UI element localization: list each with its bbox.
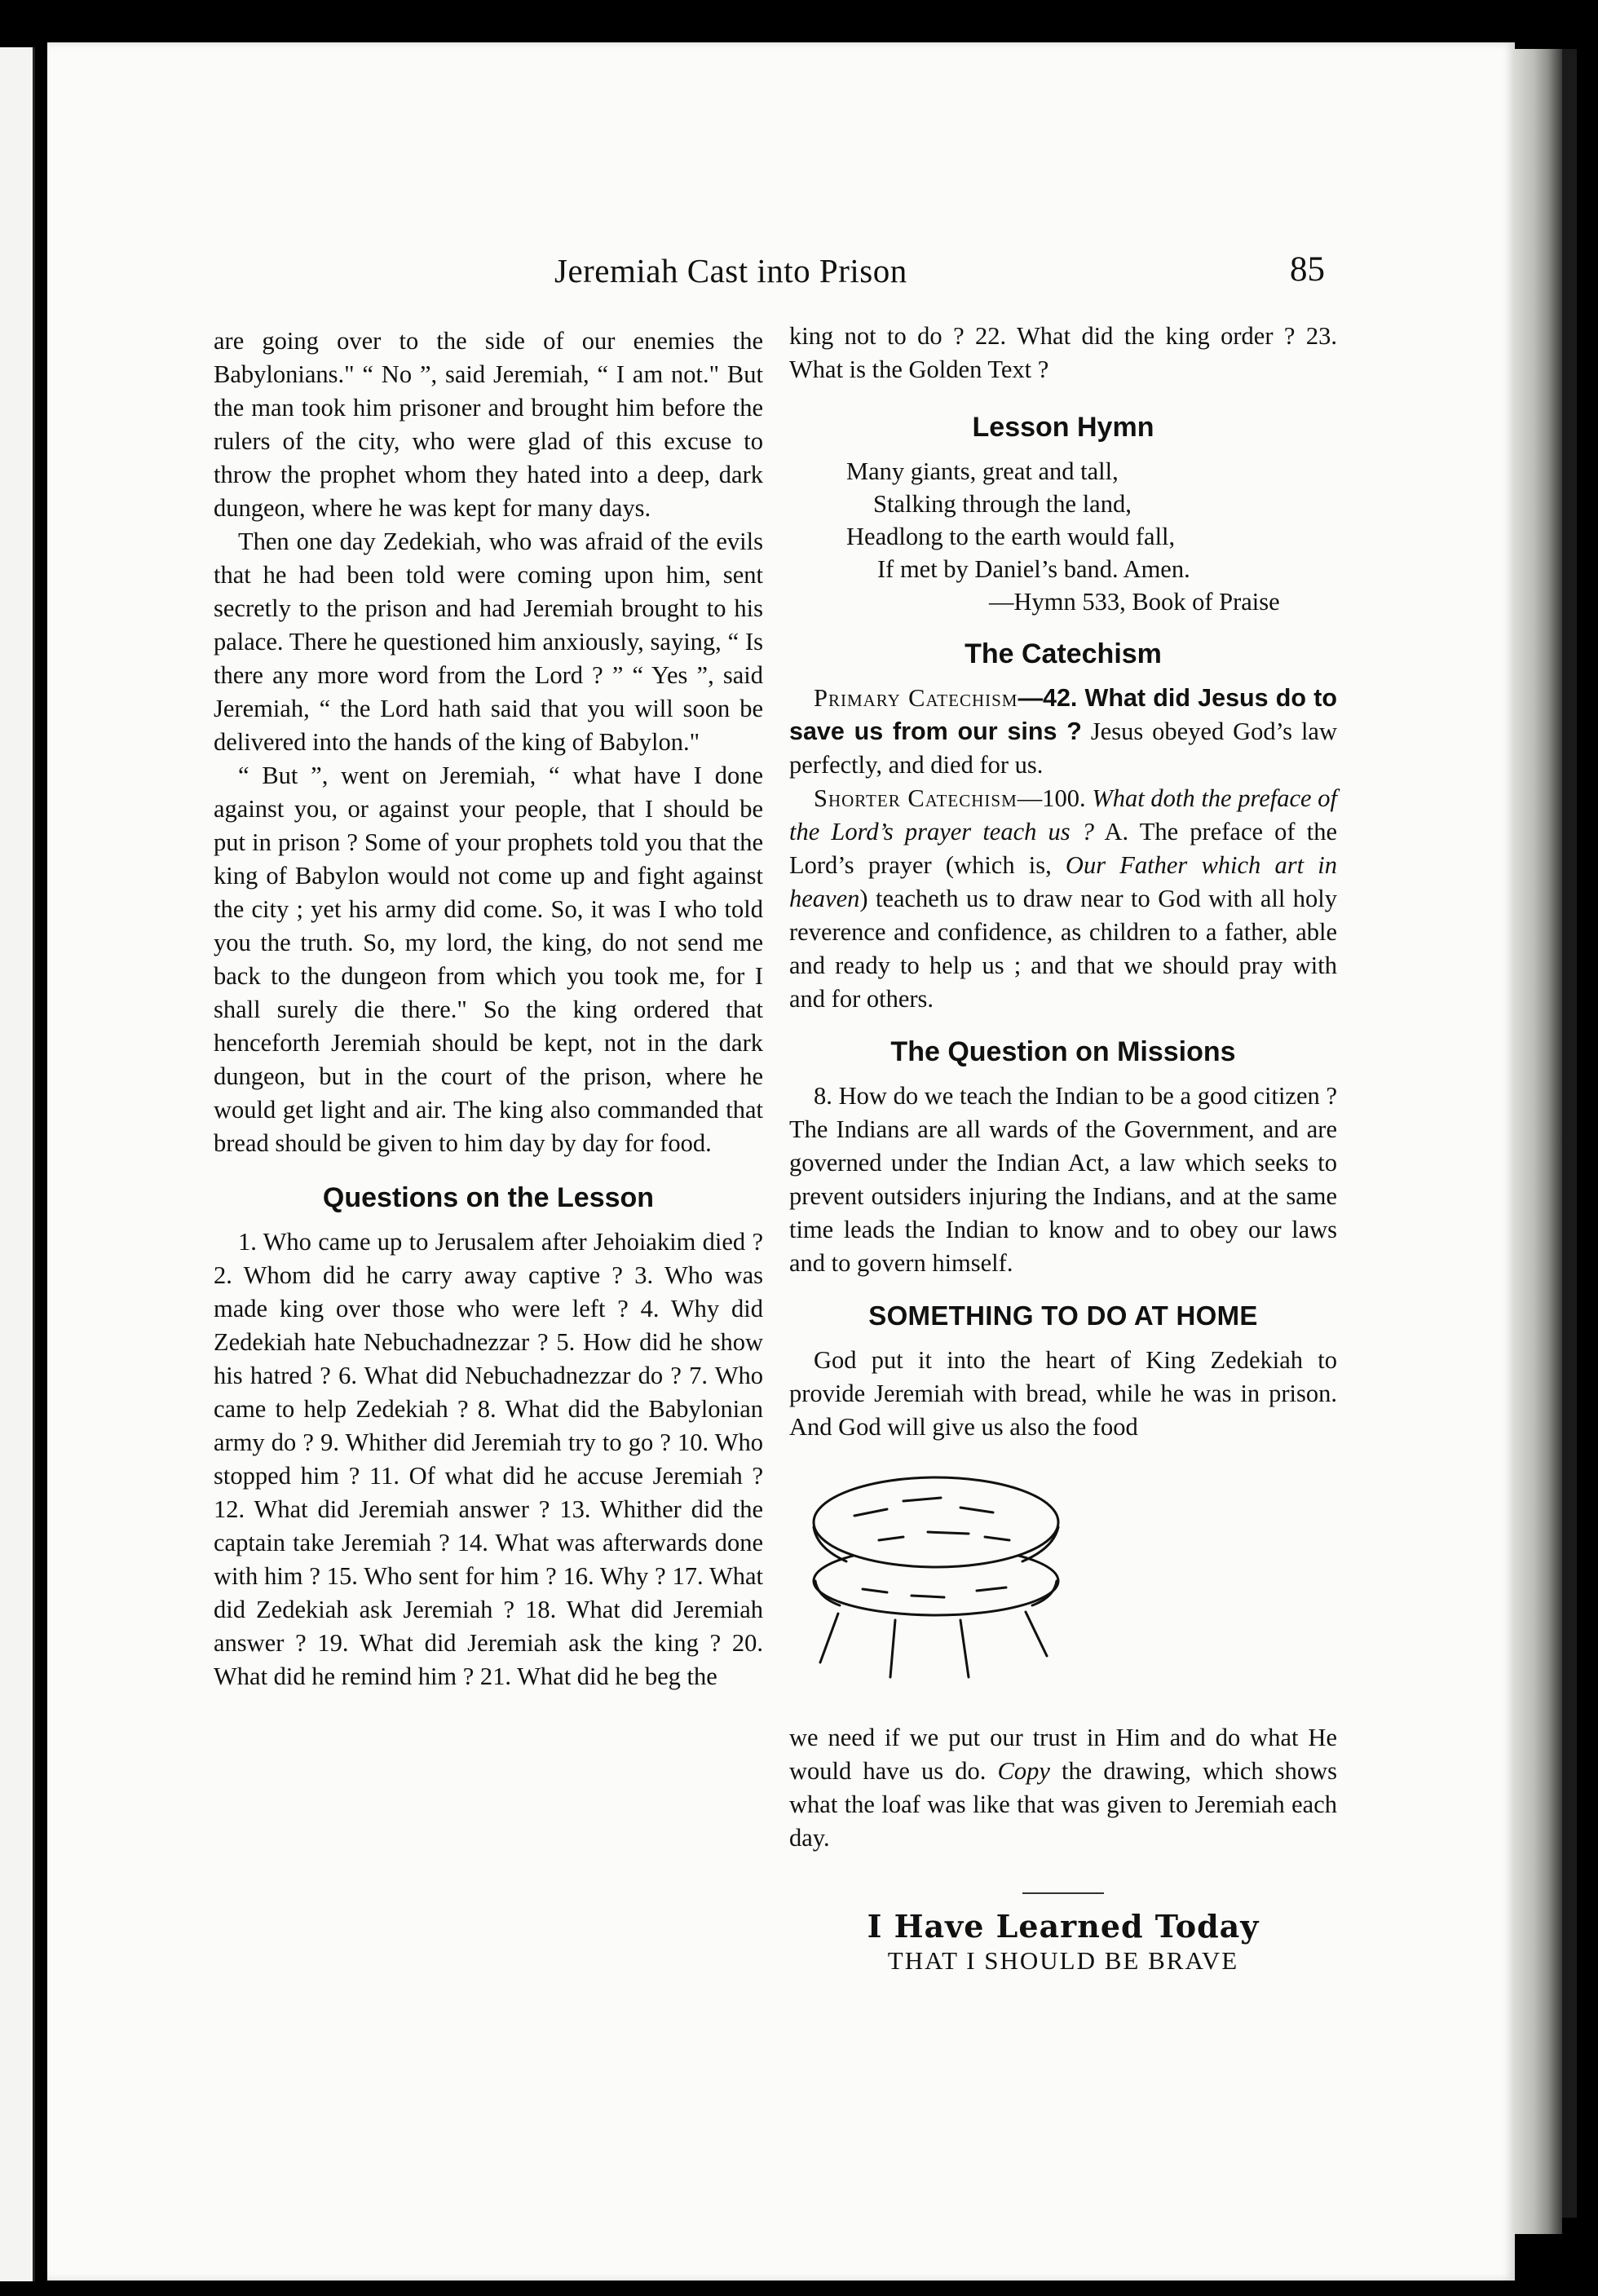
home-activity-heading: SOMETHING TO DO AT HOME: [868, 1300, 1258, 1331]
story-paragraph: are going over to the side of our enemies the Babylonians." “ No ”, said Jeremiah, “ I am not." But the man took him prisoner and brought him before the rulers of the city, who were glad of this excuse to throw the prophet whom they hated into a deep, dark dungeon, where he was kept for many days.: [214, 327, 763, 522]
home-activity-text: God put it into the heart of King Zedekiah to provide Jeremiah with bread, while he was in prison. And God will give us also the food: [789, 1346, 1337, 1441]
right-column: [789, 320, 1337, 1977]
hymn-line: Many giants, great and tall,: [846, 457, 1119, 485]
learned-today-subtitle: THAT I SHOULD BE BRAVE: [887, 1946, 1239, 1975]
copy-emphasis: Copy: [997, 1757, 1050, 1785]
running-title: Jeremiah Cast into Prison: [554, 252, 907, 289]
questions-continued: king not to do ? 22. What did the king order ? 23. What is the Golden Text ?: [789, 322, 1337, 383]
page-stack-shadow: [1562, 49, 1577, 2218]
questions-text: 1. Who came up to Jerusalem after Jehoiakim died ? 2. Whom did he carry away captive ? 3. Who was made king over those who were left ? 4. Why did Zedekiah hate Nebuchadnezzar ? 5. How did he show his hatred ? 6. What did Nebuchadnezzar do ? 7. Who came to help Zedekiah ? 8. What did the Babylonian army do ? 9. Whither did Jeremiah try to go ? 10. Who stopped him ? 11. Of what did he accuse Jeremiah ? 12. What did Jeremiah answer ? 13. Whither did the captain take Jeremiah ? 14. What was afterwards done with him ? 15. Who sent for him ? 16. Why ? 17. What did Zedekiah ask Jeremiah ? 18. What did Jeremiah answer ? 19. What did Jeremiah ask the king ? 20. What did he remind him ? 21. What did he beg the: [214, 1228, 763, 1690]
facing-page-edge: [0, 47, 35, 2281]
left-column: [214, 325, 763, 1693]
story-paragraph: Then one day Zedekiah, who was afraid of the evils that he had been told were coming upon him, sent secretly to the prison and had Jeremiah brought to his palace. There he questioned him anxiously, saying, “ Is there any more word from the Lord ? ” “ Yes ”, said Jeremiah, “ the Lord hath said that you will soon be delivered into the hands of the king of Babylon.": [214, 528, 763, 756]
missions-text: 8. How do we teach the Indian to be a good citizen ? The Indians are all wards of the Government, and are governed under the Indian Act, a law which seeks to prevent outsiders injuring the Indians, and at the same time leads the Indian to know and to obey our laws and to govern himself.: [789, 1082, 1337, 1277]
shorter-catechism-answer-italic: Our Father which art in heaven: [789, 851, 1337, 912]
questions-heading: Questions on the Lesson: [322, 1182, 655, 1213]
missions-heading: The Question on Missions: [890, 1036, 1236, 1067]
divider-rule: [1022, 1892, 1104, 1894]
hymn-attribution: —Hymn 533, Book of Praise: [989, 588, 1280, 616]
primary-catechism: [789, 682, 1337, 782]
shorter-catechism-number: —100.: [1017, 784, 1093, 812]
hymn-verse: [789, 455, 1337, 618]
page-stack-edge: [1515, 49, 1562, 2234]
primary-catechism-question: —42. What did Jesus do to save us from our sins ?: [789, 684, 1337, 745]
shorter-catechism-answer: A. The preface of the Lord’s prayer (which is,: [789, 818, 1337, 879]
catechism-heading: The Catechism: [965, 638, 1162, 669]
shorter-catechism-question: What doth the preface of the Lord’s prayer teach us ?: [789, 784, 1338, 846]
hymn-line: If met by Daniel’s band. Amen.: [877, 555, 1190, 583]
hymn-heading: Lesson Hymn: [972, 412, 1154, 443]
shorter-catechism-label: Shorter Catechism: [814, 784, 1018, 812]
hymn-line: Stalking through the land,: [873, 490, 1132, 518]
hymn-line: Headlong to the earth would fall,: [846, 523, 1176, 550]
primary-catechism-answer: Jesus obeyed God’s law perfectly, and died for us.: [789, 718, 1337, 779]
learned-today-title: I Have Learned Today: [867, 1908, 1260, 1945]
loaf-drawing: [789, 1444, 1337, 1721]
story-paragraph: “ But ”, went on Jeremiah, “ what have I done against you, or against your people, that I should be put in prison ? Some of your prophets told you that the king of Babylon would not come up and fight against the city ; yet his army did come. So, it was I who told you the truth. So, my lord, the king, do not send me back to the dungeon from which you took me, for I shall surely die there." So the king ordered that henceforth Jeremiah should be kept, not in the dark dungeon, but in the court of the prison, where he would get light and air. The king also commanded that bread should be given to him day by day for food.: [214, 762, 763, 1157]
home-activity-text-continued: we need if we put our trust in Him and do what He would have us do. Copy the drawing, which shows what the loaf was like that was given to Jeremiah each day.: [789, 1724, 1337, 1852]
shorter-catechism-answer-end: ) teacheth us to draw near to God with all holy reverence and confidence, as children to a father, able and ready to help us ; and that we should pray with and for others.: [789, 885, 1337, 1013]
shorter-catechism: [789, 782, 1337, 1016]
bread-loaves-illustration: [806, 1459, 1075, 1711]
page-number: 85: [1290, 250, 1325, 289]
primary-catechism-label: Primary Catechism: [814, 684, 1018, 712]
